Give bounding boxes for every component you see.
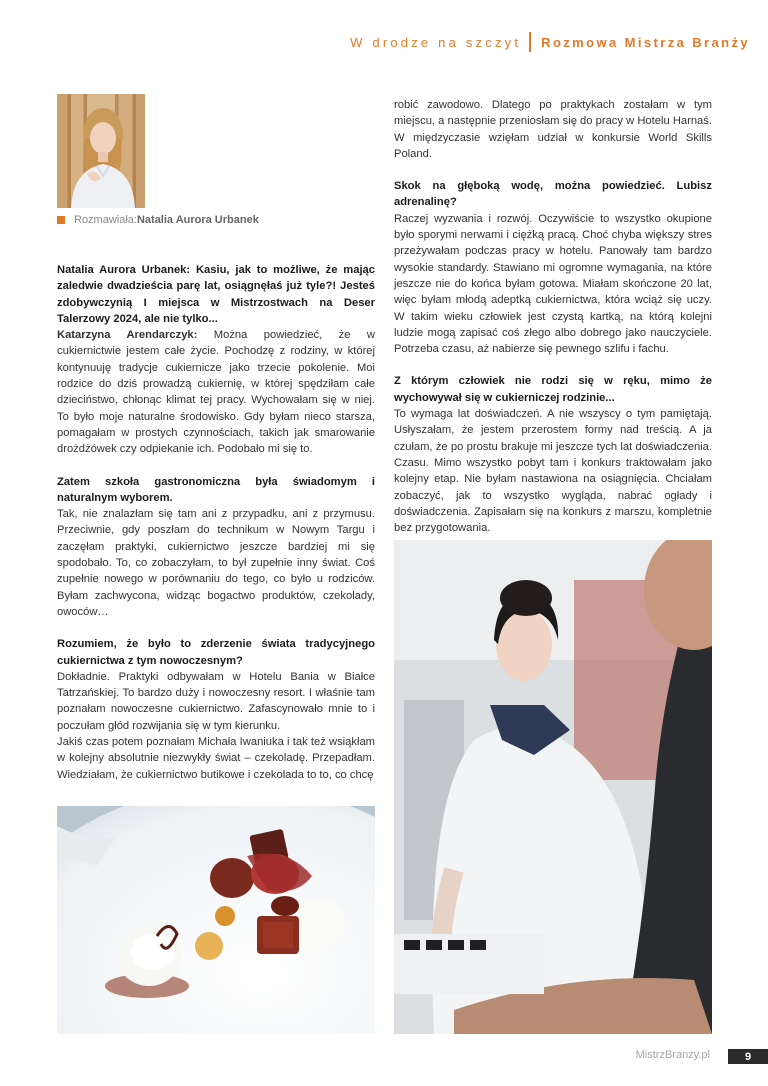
credit-name: Natalia Aurora Urbanek [136, 214, 259, 226]
section-title: W drodze na szczyt [350, 34, 522, 50]
chef-kitchen-photo [394, 540, 712, 1034]
answer-1 [57, 327, 375, 457]
footer-website: MistrzBranzy.pl [635, 1049, 710, 1061]
left-column [57, 262, 375, 783]
answer-speaker: Katarzyna Arendarczyk: [57, 329, 198, 342]
running-header [350, 30, 750, 54]
magazine-section: Rozmowa Mistrza Branży [541, 34, 750, 50]
paragraph: Tak, nie znalazłam się tam ani z przypadku, ani z przymusu. Przeciwnie, gdy poszłam do technikum w Nowym Targu i zaczęłam praktyki, cukiernictwo jeszcze bardziej mi się spodobało. To, co zobaczyłam, to był zupełnie inny świat. Coś zupełnie nowego w porównaniu do tego, co było u rodziców. Byłam zachwycona, widząc bogactwo produktów, czekolady, owoców… [57, 508, 375, 618]
header-divider [529, 32, 531, 52]
right-column [394, 97, 712, 536]
paragraph: robić zawodowo. Dlatego po praktykach zostałam w tym miejscu, a następnie przeniosłam się do pracy w Hotelu Harnaś. W międzyczasie wzięłam udział w konkursie World Skills Poland. [394, 99, 712, 160]
question-2: Zatem szkoła gastronomiczna była świadomym i naturalnym wyborem. [57, 475, 375, 504]
page-number: 9 [728, 1049, 768, 1064]
question-3: Rozumiem, że było to zderzenie świata tradycyjnego cukiernictwa z tym nowoczesnym? [57, 638, 375, 667]
answer-text: Można powiedzieć, że w cukiernictwie jestem całe życie. Pochodzę z rodziny, w której kontynuuję tradycje cukiernicze jako trzecie pokolenie. Moi rodzice do dziś prowadzą cukiernię, w której spędziłam całe dzieciństwo, chłonąc klimat tej pracy. Wychowałam się w niej. To było moje naturalne środowisko. Gdy byłam nieco starsza, pomagałam w prostych czynnościach, takich jak smarowanie drożdżówek czy odpiekanie ich. Podobało mi się to. [57, 329, 375, 456]
credit-prefix: Rozmawiała: [74, 214, 137, 226]
bullet-square [57, 216, 65, 224]
question-1: Natalia Aurora Urbanek: Kasiu, jak to możliwe, że mając zaledwie dwadzieścia parę lat, osiągnęłaś już tyle?! Jesteś zdobywczynią I miejsca w Mistrzostwach na Deser Talerzowy 2024, ale nie tylko... [57, 264, 375, 325]
dessert-plate-photo [57, 806, 375, 1034]
paragraph: Jakiś czas potem poznałam Michała Iwaniuka i tak też wsiąkłam w kolejny absolutnie niezwykły świat – czekoladę. Przepadłam. Wiedziałam, że cukiernictwo butikowe i czekolada to to, co chcę [57, 736, 375, 781]
interviewer-portrait [57, 94, 145, 208]
paragraph: Raczej wyzwania i rozwój. Oczywiście to wszystko okupione było sporymi nerwami i ciężką pracą. Choć chyba większy stres przeżywałam podczas pracy w hotelu. Panowały tam bardzo wysokie standardy. Stawiano mi ogromne wymagania, na które jeszcze nie do końca byłam gotowa. Miałam skończone 20 lat, więc byłam młodą adeptką cukiernictwa, która wciąż się uczy. W takim wieku człowiek jest czystą kartką, na którą kolejni ludzie mogą zapisać coś złego albo dobrego jako nauczyciele. Potrzeba czasu, aż nabierze się pewnego szlifu i fachu. [394, 212, 712, 356]
question-5: Z którym człowiek nie rodzi się w ręku, mimo że wychowywał się w cukierniczej rodzinie... [394, 375, 712, 404]
interview-credit [57, 214, 259, 226]
question-4: Skok na głęboką wodę, można powiedzieć. Lubisz adrenalinę? [394, 180, 712, 209]
paragraph: Dokładnie. Praktyki odbywałam w Hotelu Bania w Białce Tatrzańskiej. To bardzo duży i nowoczesny resort. I właśnie tam poznałam nowoczesne cukiernictwo. Zafascynowało mnie to i poczułam głód rozwijania się w tym kierunku. [57, 670, 375, 732]
paragraph: To wymaga lat doświadczeń. A nie wszyscy o tym pamiętają. Usłyszałam, że jestem przerostem formy nad treścią. A ja czułam, że po prostu brakuje mi jeszcze tych lat doświadczenia. Czasu. Mimo wszystko pobyt tam i konkurs traktowałam jako kolejny etap. Nie byłam nastawiona na osiągnięcia. Chciałam zobaczyć, jak to wszystko wygląda, nabrać ogłady i doświadczenia. Zapisałam się na konkurs z marszu, kompletnie bez przygotowania. [394, 408, 712, 535]
